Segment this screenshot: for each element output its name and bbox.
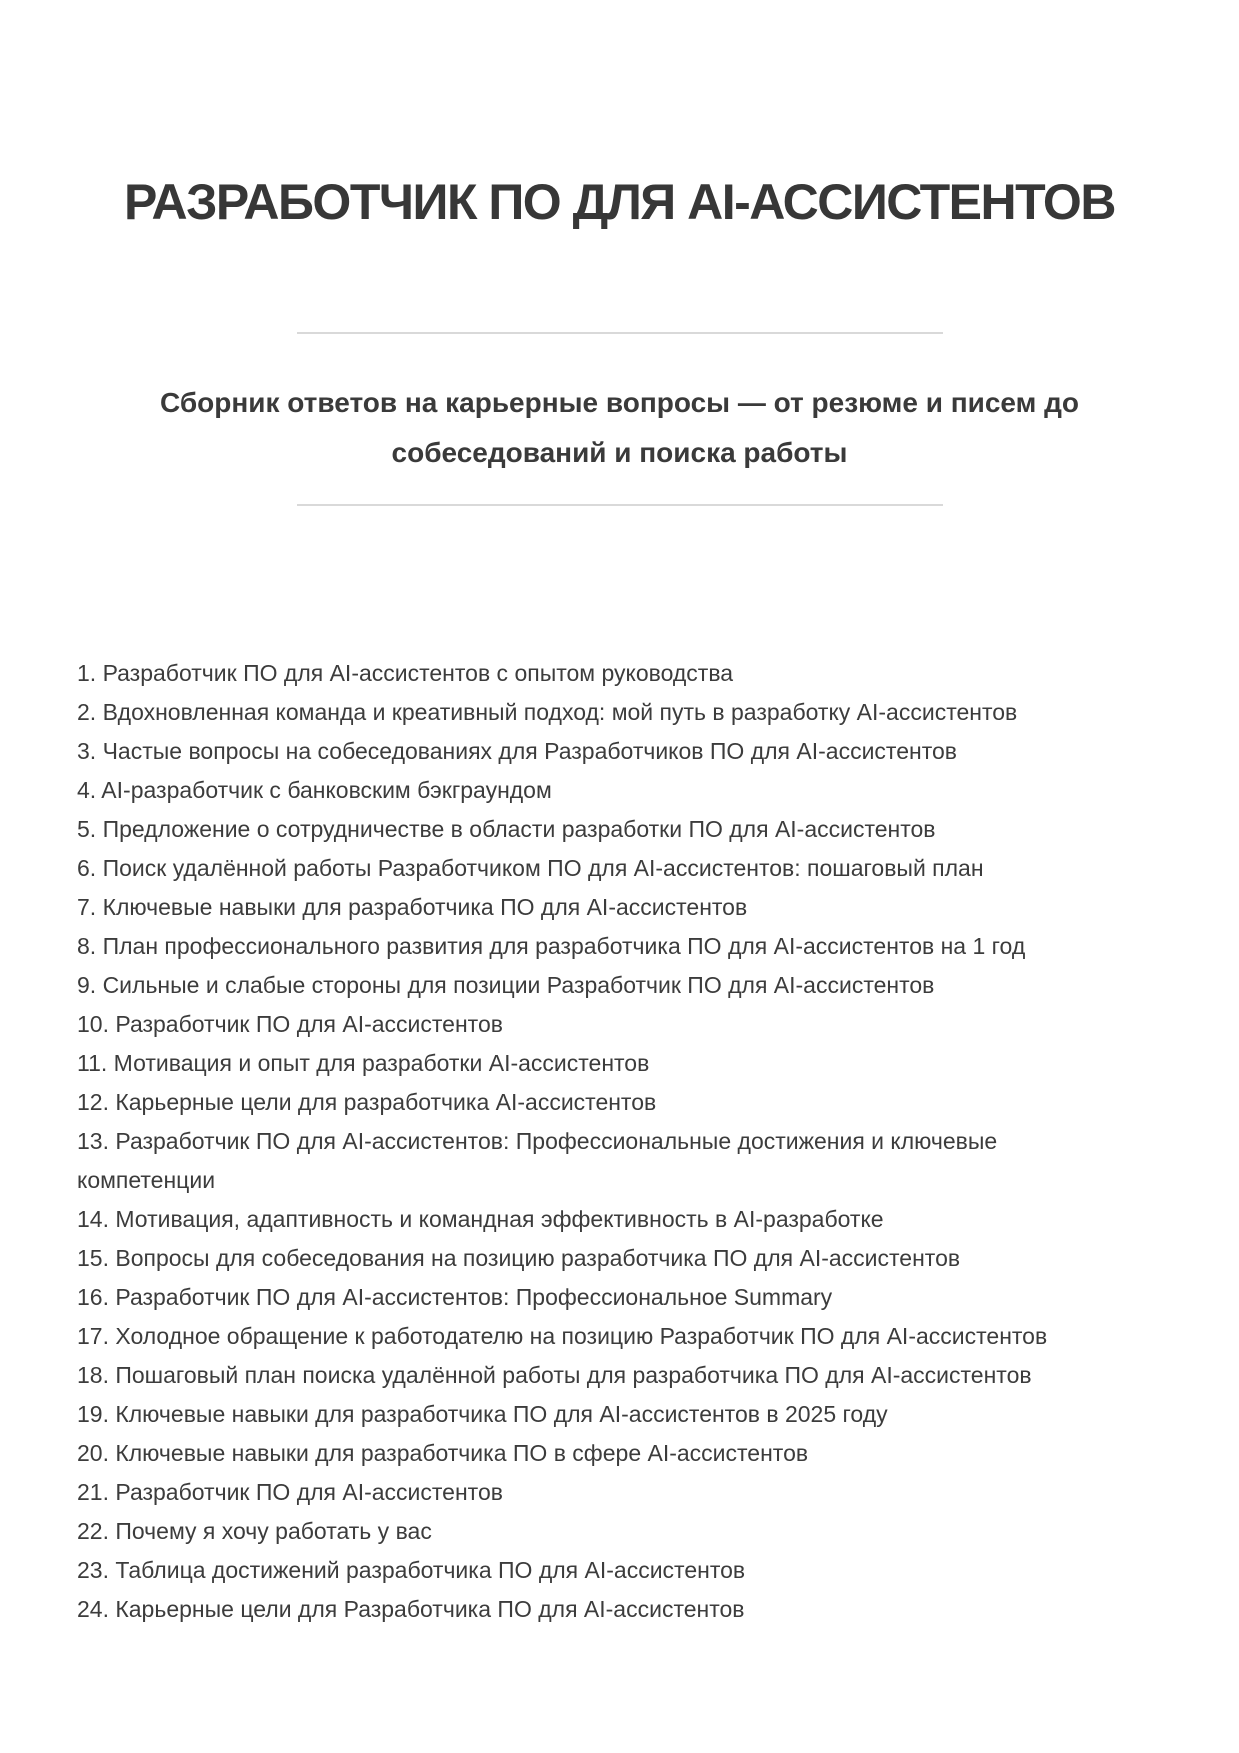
toc-item: 10. Разработчик ПО для AI-ассистентов <box>77 1011 503 1037</box>
toc-item: 21. Разработчик ПО для AI-ассистентов <box>77 1479 503 1505</box>
toc-item: 6. Поиск удалённой работы Разработчиком ПО для AI-ассистентов: пошаговый план <box>77 855 984 881</box>
toc-item: 7. Ключевые навыки для разработчика ПО для AI-ассистентов <box>77 894 748 920</box>
toc-item: 20. Ключевые навыки для разработчика ПО в сфере AI-ассистентов <box>77 1440 809 1466</box>
toc-item: 5. Предложение о сотрудничестве в области разработки ПО для AI-ассистентов <box>77 816 936 842</box>
toc-item: 8. План профессионального развития для разработчика ПО для AI-ассистентов на 1 год <box>77 933 1026 959</box>
divider-bottom <box>297 504 943 506</box>
toc-item: 16. Разработчик ПО для AI-ассистентов: Профессиональное Summary <box>77 1284 833 1310</box>
toc-item: 3. Частые вопросы на собеседованиях для Разработчиков ПО для AI-ассистентов <box>77 738 957 764</box>
divider-top <box>297 332 943 334</box>
toc-item: 23. Таблица достижений разработчика ПО для AI-ассистентов <box>77 1557 746 1583</box>
toc-item: 15. Вопросы для собеседования на позицию разработчика ПО для AI-ассистентов <box>77 1245 961 1271</box>
toc-item: 17. Холодное обращение к работодателю на позицию Разработчик ПО для AI-ассистентов <box>77 1323 1048 1349</box>
toc-item: 12. Карьерные цели для разработчика AI-ассистентов <box>77 1089 657 1115</box>
toc-item: 4. AI-разработчик с банковским бэкграундом <box>77 777 552 803</box>
table-of-contents <box>77 654 1132 1629</box>
toc-item: 9. Сильные и слабые стороны для позиции Разработчик ПО для AI-ассистентов <box>77 972 935 998</box>
toc-item: 19. Ключевые навыки для разработчика ПО для AI-ассистентов в 2025 году <box>77 1401 888 1427</box>
toc-item: 24. Карьерные цели для Разработчика ПО для AI-ассистентов <box>77 1596 745 1622</box>
toc-item: 18. Пошаговый план поиска удалённой работы для разработчика ПО для AI-ассистентов <box>77 1362 1032 1388</box>
page-subtitle: Сборник ответов на карьерные вопросы — от резюме и писем до собеседований и поиска работы <box>160 387 1079 468</box>
toc-item: 11. Мотивация и опыт для разработки AI-ассистентов <box>77 1050 650 1076</box>
toc-item: 14. Мотивация, адаптивность и командная эффективность в AI-разработке <box>77 1206 884 1232</box>
page-title: РАЗРАБОТЧИК ПО ДЛЯ AI-АССИСТЕНТОВ <box>124 174 1115 230</box>
toc-item: 1. Разработчик ПО для AI-ассистентов с опытом руководства <box>77 660 734 686</box>
toc-item: 2. Вдохновленная команда и креативный подход: мой путь в разработку AI-ассистентов <box>77 699 1018 725</box>
toc-item: 22. Почему я хочу работать у вас <box>77 1518 432 1544</box>
toc-item: 13. Разработчик ПО для AI-ассистентов: Профессиональные достижения и ключевые компетенции <box>77 1128 998 1193</box>
